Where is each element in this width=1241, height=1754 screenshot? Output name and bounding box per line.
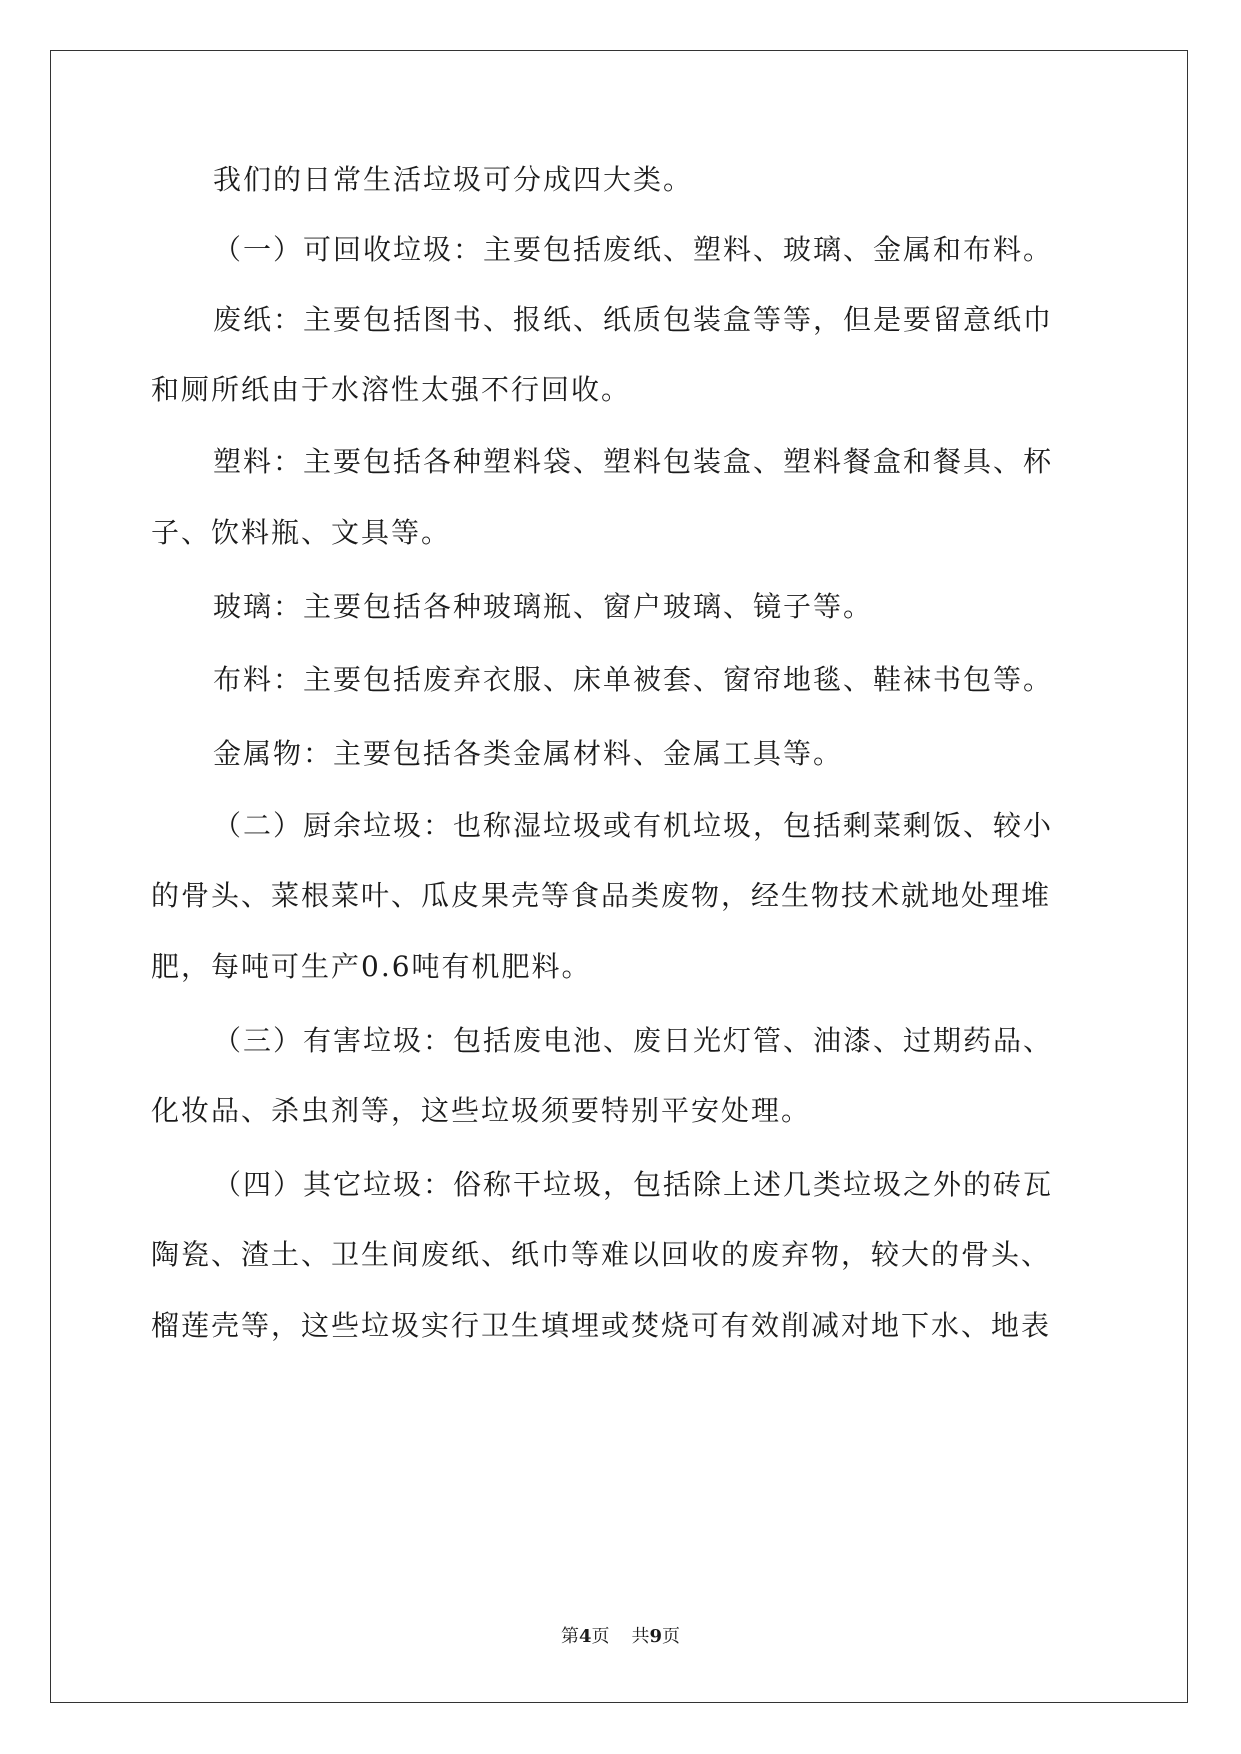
current-page-number: 4 (578, 1626, 592, 1647)
page-suffix: 页 (591, 1626, 610, 1647)
total-page-number: 9 (649, 1626, 663, 1647)
paragraph-line: 废纸：主要包括图书、报纸、纸质包装盒等等，但是要留意纸巾 (213, 303, 1054, 336)
paragraph-line: 的骨头、菜根菜叶、瓜皮果壳等食品类废物，经生物技术就地处理堆 (151, 879, 1052, 912)
paragraph-line: 我们的日常生活垃圾可分成四大类。 (213, 163, 694, 196)
paragraph-line: 化妆品、杀虫剂等，这些垃圾须要特别平安处理。 (151, 1094, 812, 1127)
paragraph-line: 塑料：主要包括各种塑料袋、塑料包装盒、塑料餐盒和餐具、杯 (213, 445, 1054, 478)
total-prefix: 共 (631, 1626, 650, 1647)
paragraph-line: （三）有害垃圾：包括废电池、废日光灯管、油漆、过期药品、 (213, 1024, 1054, 1057)
paragraph-line: （二）厨余垃圾：也称湿垃圾或有机垃圾，包括剩菜剩饭、较小 (213, 809, 1054, 842)
page-footer (0, 1625, 1241, 1649)
total-suffix: 页 (662, 1626, 681, 1647)
paragraph-line: 肥，每吨可生产0.6吨有机肥料。 (151, 950, 592, 983)
paragraph-line: 榴莲壳等，这些垃圾实行卫生填埋或焚烧可有效削减对地下水、地表 (151, 1309, 1052, 1342)
page-prefix: 第 (560, 1626, 579, 1647)
paragraph-line: 子、饮料瓶、文具等。 (151, 516, 452, 549)
paragraph-line: （一）可回收垃圾：主要包括废纸、塑料、玻璃、金属和布料。 (213, 233, 1054, 266)
paragraph-line: （四）其它垃圾：俗称干垃圾，包括除上述几类垃圾之外的砖瓦 (213, 1168, 1054, 1201)
paragraph-line: 金属物：主要包括各类金属材料、金属工具等。 (213, 737, 844, 770)
paragraph-line: 布料：主要包括废弃衣服、床单被套、窗帘地毯、鞋袜书包等。 (213, 663, 1054, 696)
paragraph-line: 玻璃：主要包括各种玻璃瓶、窗户玻璃、镜子等。 (213, 590, 874, 623)
paragraph-line: 陶瓷、渣土、卫生间废纸、纸巾等难以回收的废弃物，较大的骨头、 (151, 1238, 1052, 1271)
paragraph-line: 和厕所纸由于水溶性太强不行回收。 (151, 373, 632, 406)
